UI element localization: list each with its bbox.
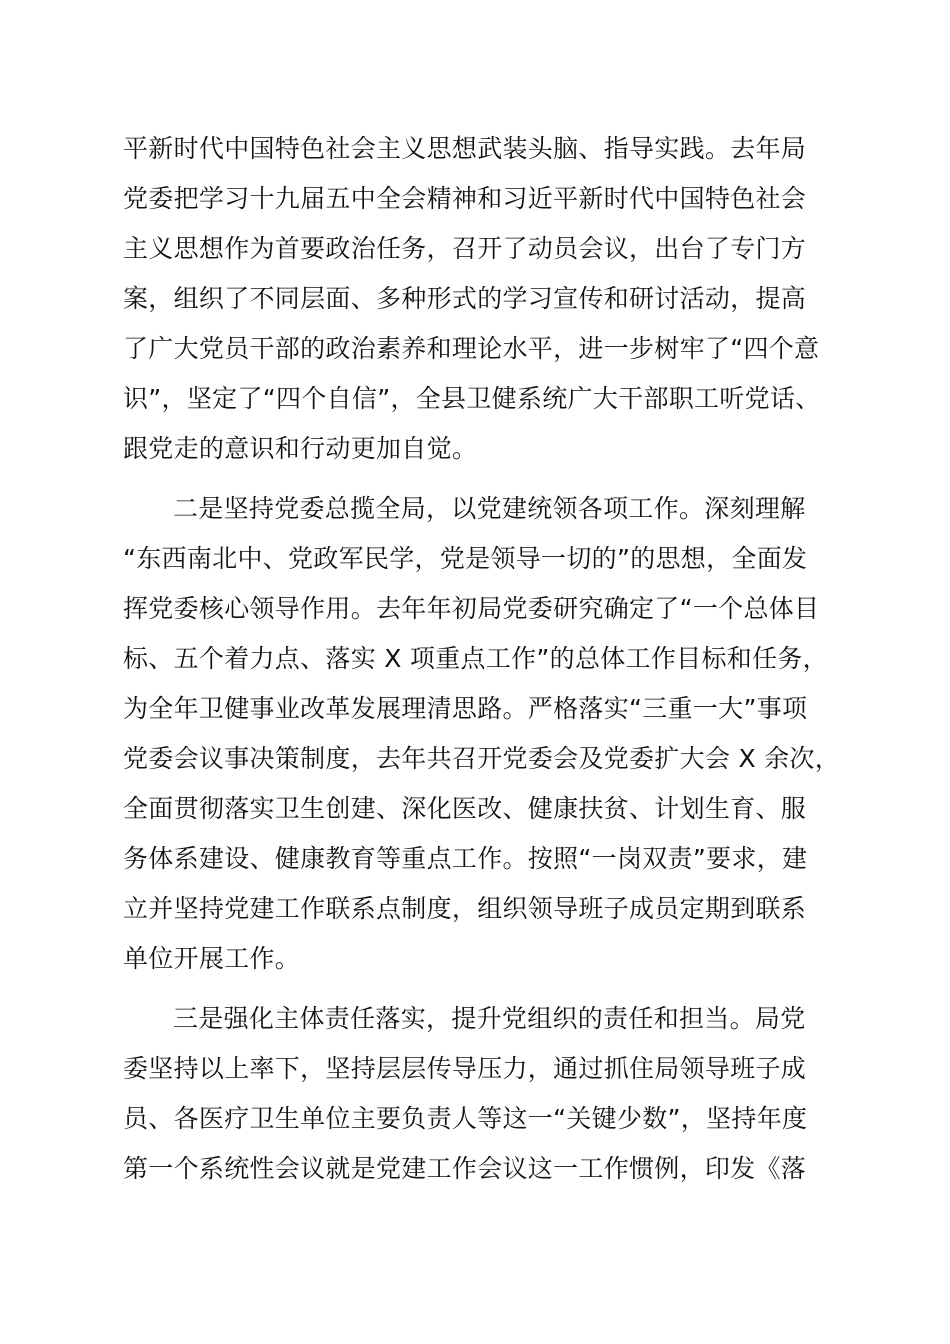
text-line: 全面贯彻落实卫生创建、深化医改、健康扶贫、计划生育、服 [123,794,807,823]
text-line: 党委把学习十九届五中全会精神和习近平新时代中国特色社会 [123,184,807,213]
text-line: 挥党委核心领导作用。去年年初局党委研究确定了“一个总体目 [123,594,820,623]
text-line: 党委会议事决策制度，去年共召开党委会及党委扩大会 X 余次， [123,744,841,773]
text-line: 识”，坚定了“四个自信”，全县卫健系统广大干部职工听党话、 [123,384,821,413]
text-line: 二是坚持党委总揽全局，以党建统领各项工作。深刻理解 [173,494,806,523]
text-line: 为全年卫健事业改革发展理清思路。严格落实“三重一大”事项 [123,694,808,723]
text-line: 立并坚持党建工作联系点制度，组织领导班子成员定期到联系 [123,894,807,923]
text-line: 员、各医疗卫生单位主要负责人等这一“关键少数”，坚持年度 [123,1104,808,1133]
text-line: 第一个系统性会议就是党建工作会议这一工作惯例，印发《落 [123,1154,807,1183]
text-line: 主义思想作为首要政治任务，召开了动员会议，出台了专门方 [123,234,807,263]
text-line: 平新时代中国特色社会主义思想武装头脑、指导实践。去年局 [123,134,807,163]
text-line: 案，组织了不同层面、多种形式的学习宣传和研讨活动，提高 [123,284,807,313]
text-line: 跟党走的意识和行动更加自觉。 [123,434,478,463]
text-line: “东西南北中、党政军民学，党是领导一切的”的思想，全面发 [123,544,808,573]
text-line: 务体系建设、健康教育等重点工作。按照“一岗双责”要求，建 [123,844,808,873]
text-line: 三是强化主体责任落实，提升党组织的责任和担当。局党 [173,1004,806,1033]
text-line: 单位开展工作。 [123,944,301,973]
text-line: 了广大党员干部的政治素养和理论水平，进一步树牢了“四个意 [123,334,820,363]
text-line: 委坚持以上率下，坚持层层传导压力，通过抓住局领导班子成 [123,1054,807,1083]
text-line: 标、五个着力点、落实 X 项重点工作”的总体工作目标和任务， [123,644,828,673]
